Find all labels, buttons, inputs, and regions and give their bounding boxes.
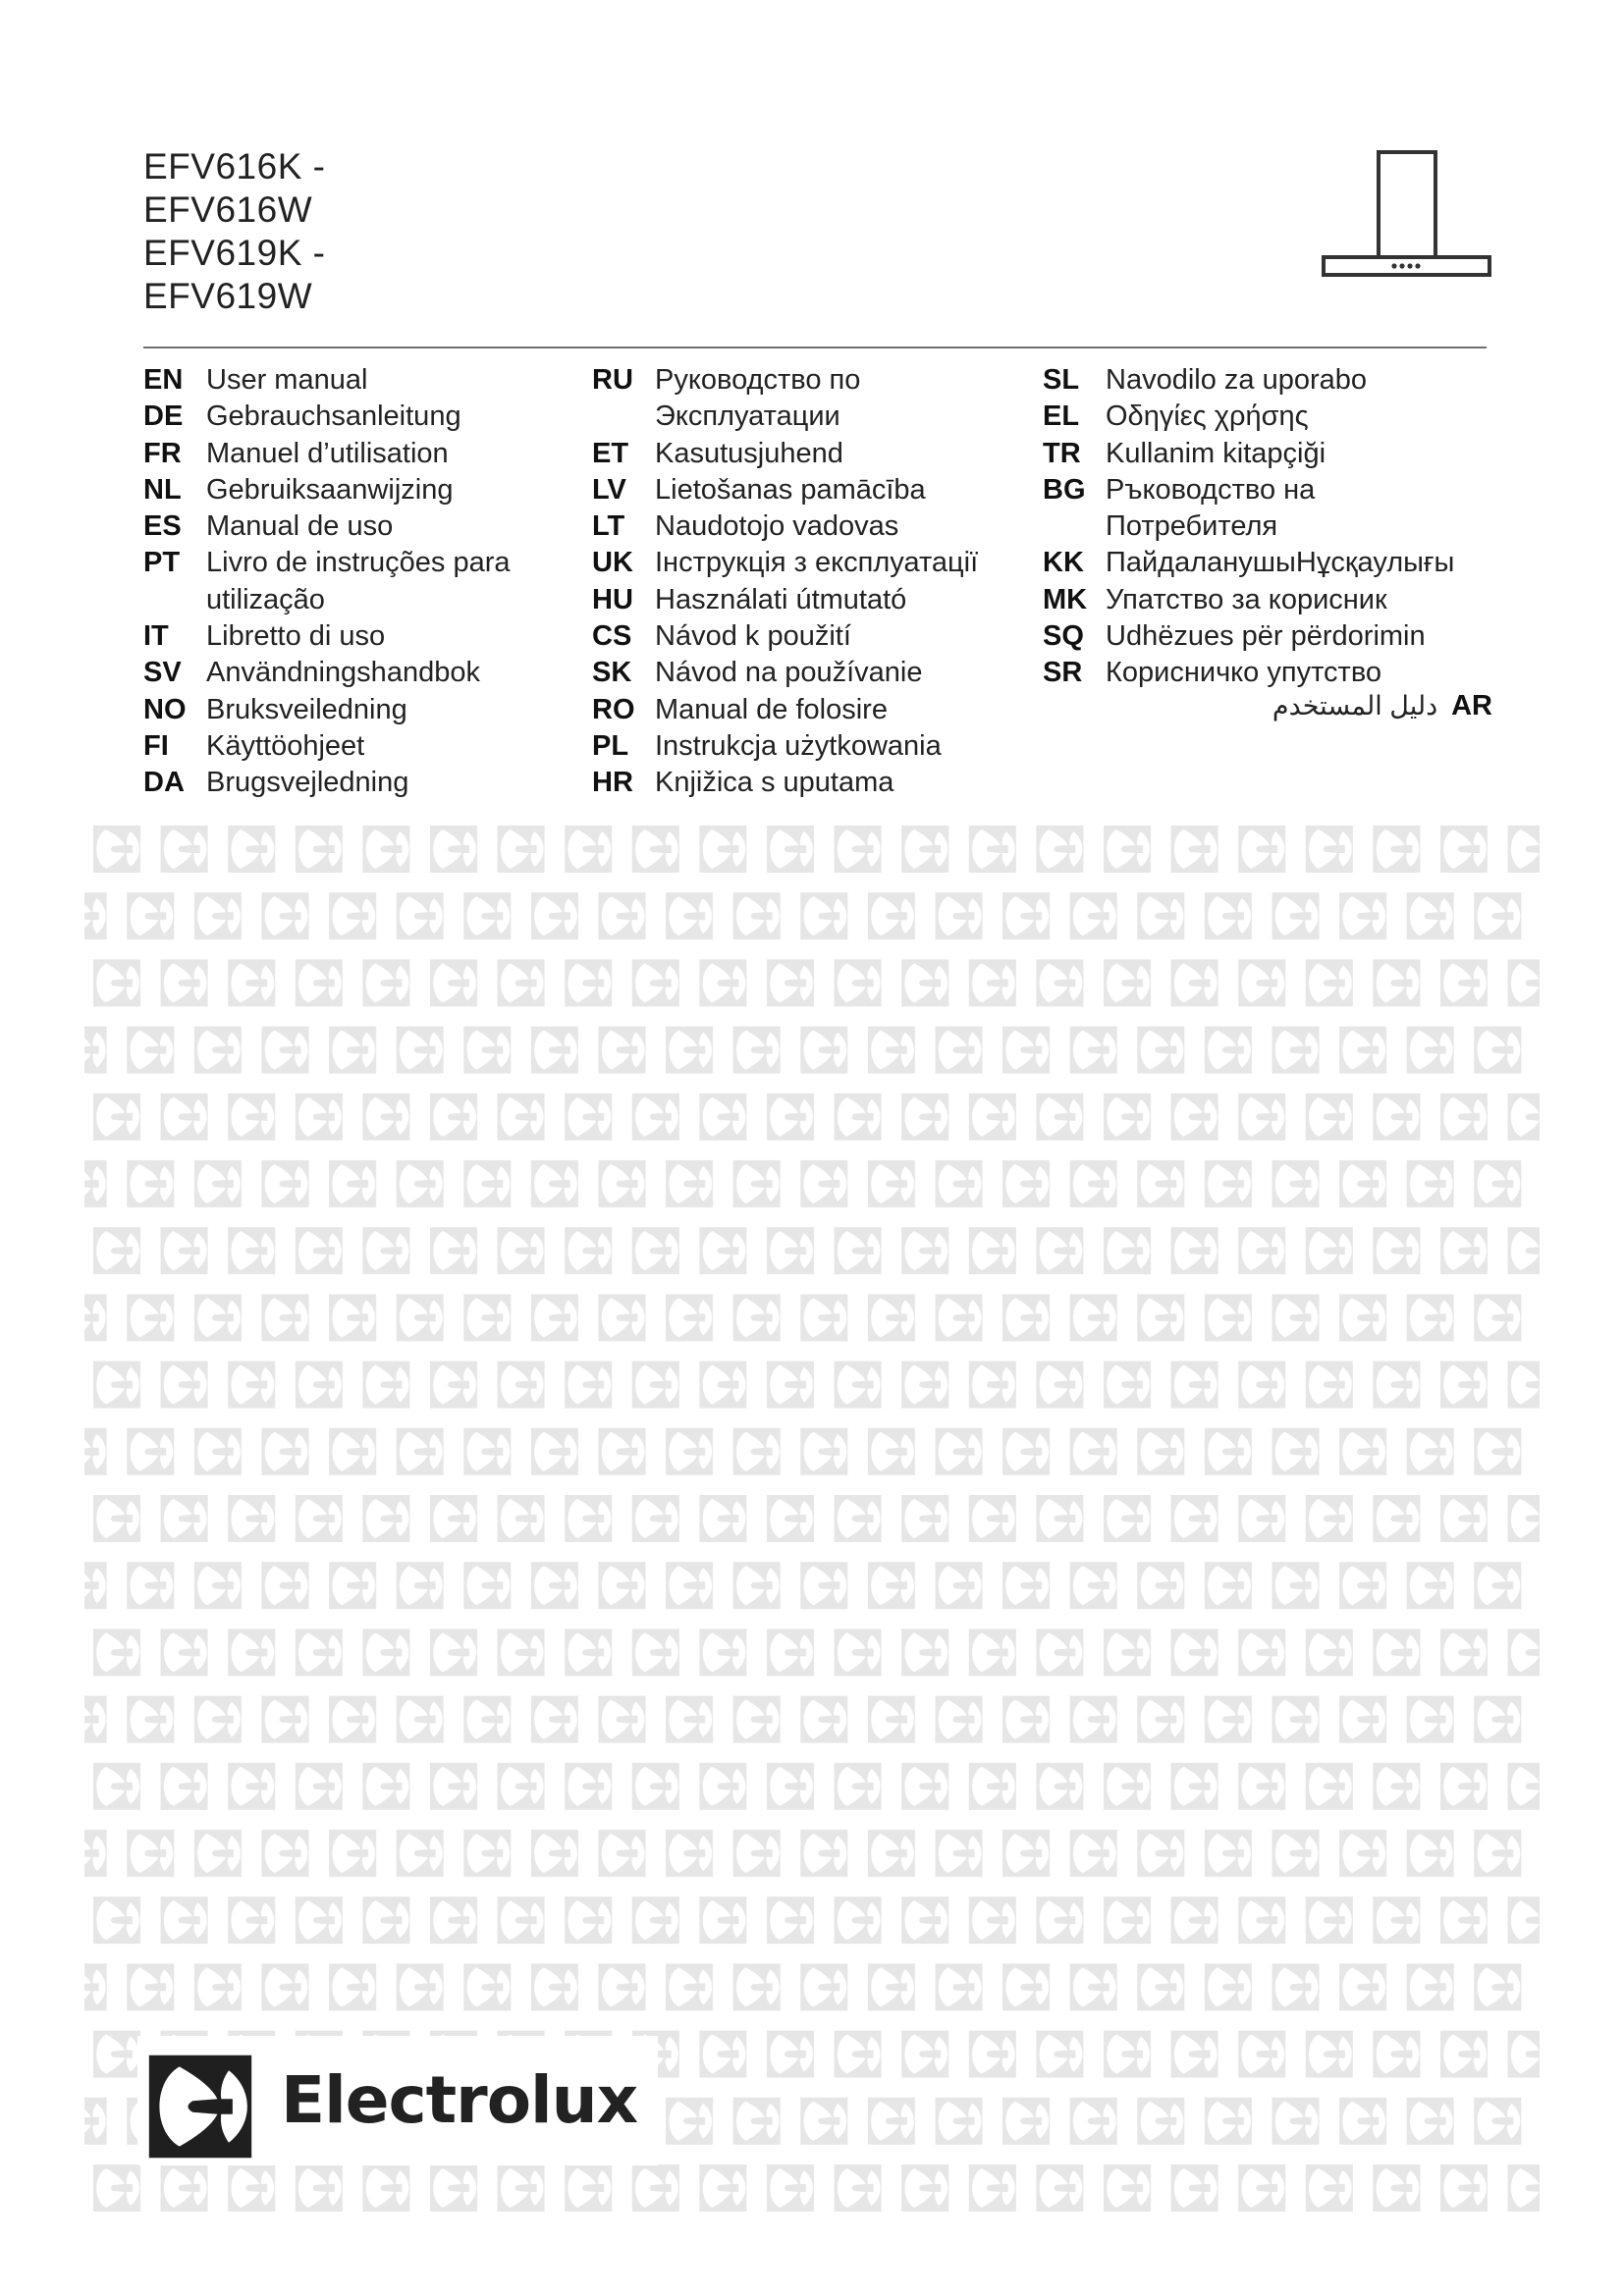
manual-title: Användningshandbok	[206, 657, 480, 689]
language-row	[592, 692, 978, 728]
manual-title: Käyttöohjeet	[206, 729, 365, 762]
manual-title: Használati útmutató	[655, 583, 907, 615]
language-row	[143, 508, 511, 545]
language-code: HU	[592, 583, 633, 615]
language-row-arabic	[1272, 688, 1492, 724]
manual-title: Manual de uso	[206, 510, 394, 543]
manual-title: Livro de instruções para	[206, 547, 511, 579]
language-row	[1043, 618, 1454, 655]
model-line: EFV619K -	[143, 233, 326, 273]
manual-title: Οδηγίες χρήσης	[1106, 400, 1309, 433]
language-row	[143, 436, 511, 472]
manual-title: User manual	[206, 364, 368, 396]
language-row	[1043, 399, 1454, 435]
language-row	[1043, 436, 1454, 472]
manual-title: Kullanim kitapçiği	[1106, 437, 1326, 469]
language-code: MK	[1043, 583, 1088, 615]
manual-title: Эксплуатации	[655, 400, 840, 433]
language-column	[592, 362, 978, 802]
language-code: SK	[592, 657, 632, 689]
language-code: CS	[592, 620, 632, 653]
manual-title: Упатство за корисник	[1106, 583, 1387, 615]
language-code: EL	[1043, 400, 1080, 433]
cooker-hood-icon	[1321, 147, 1492, 281]
model-line: EFV616K -	[143, 146, 326, 187]
language-row	[143, 765, 511, 801]
language-row	[143, 545, 511, 581]
language-code: PL	[592, 729, 629, 762]
brand-name: Electrolux	[281, 2062, 638, 2138]
model-line: EFV616W	[143, 189, 313, 230]
language-row	[592, 728, 978, 765]
language-row	[143, 399, 511, 435]
manual-title: Руководство по	[655, 364, 861, 396]
electrolux-logo-icon	[143, 2050, 257, 2163]
language-code: RO	[592, 693, 635, 725]
manual-title: Instrukcja użytkowania	[655, 729, 942, 762]
language-row	[1043, 655, 1454, 691]
manual-title: Navodilo za uporabo	[1106, 364, 1368, 396]
divider	[143, 347, 1487, 348]
language-row	[1043, 472, 1454, 508]
manual-title: Manual de folosire	[655, 693, 888, 725]
language-row	[592, 545, 978, 581]
language-row	[592, 362, 978, 399]
language-row	[592, 436, 978, 472]
manual-title: Kasutusjuhend	[655, 437, 843, 469]
manual-title: Návod k použití	[655, 620, 851, 653]
language-code: DE	[143, 400, 184, 433]
manual-title: Udhëzues për përdorimin	[1106, 620, 1426, 653]
manual-title: Gebruiksaanwijzing	[206, 473, 454, 506]
manual-title: دليل المستخدم	[1272, 691, 1438, 721]
language-code: ES	[143, 510, 182, 543]
manual-title: utilização	[206, 583, 325, 615]
language-row	[592, 765, 978, 801]
language-code: LV	[592, 473, 626, 506]
manual-title: Bruksveiledning	[206, 693, 407, 725]
manual-title: Knjižica s uputama	[655, 767, 894, 799]
language-row	[143, 618, 511, 655]
language-code: IT	[143, 620, 169, 653]
language-row	[143, 728, 511, 765]
language-code: UK	[592, 547, 633, 579]
language-code: SL	[1043, 364, 1080, 396]
language-code: SV	[143, 657, 182, 689]
manual-title: Manuel d’utilisation	[206, 437, 449, 469]
language-code: ET	[592, 437, 629, 469]
manual-title: Gebrauchsanleitung	[206, 400, 461, 433]
language-code: SR	[1043, 657, 1083, 689]
language-code: AR	[1451, 690, 1492, 721]
language-code: KK	[1043, 547, 1084, 579]
language-column	[143, 362, 511, 802]
language-code: FR	[143, 437, 182, 469]
manual-title: Lietošanas pamācība	[655, 473, 926, 506]
language-row	[592, 582, 978, 618]
language-code: NO	[143, 693, 187, 725]
manual-title: Корисничко упутство	[1106, 657, 1382, 689]
language-row	[143, 692, 511, 728]
manual-title: Інструкція з експлуатації	[655, 547, 979, 579]
language-column	[1043, 362, 1454, 692]
language-row	[1043, 545, 1454, 581]
manual-title: Naudotojo vadovas	[655, 510, 899, 543]
language-row	[592, 399, 978, 435]
manual-title: ПайдаланушыНұсқаулығы	[1106, 547, 1455, 579]
language-code: LT	[592, 510, 625, 543]
language-row	[1043, 362, 1454, 399]
language-code: PT	[143, 547, 181, 579]
language-row	[592, 655, 978, 691]
brand-logo	[143, 2050, 644, 2148]
language-row	[143, 362, 511, 399]
language-code: EN	[143, 364, 184, 396]
language-code: TR	[1043, 437, 1081, 469]
manual-title: Návod na používanie	[655, 657, 923, 689]
language-code: RU	[592, 364, 633, 396]
language-code: SQ	[1043, 620, 1084, 653]
manual-title: Libretto di uso	[206, 620, 386, 653]
language-code: NL	[143, 473, 182, 506]
language-row	[1043, 582, 1454, 618]
language-code: HR	[592, 767, 633, 799]
language-row	[143, 472, 511, 508]
language-row	[592, 508, 978, 545]
model-line: EFV619W	[143, 276, 313, 316]
manual-title: Brugsvejledning	[206, 767, 409, 799]
language-row	[143, 655, 511, 691]
language-row	[592, 618, 978, 655]
language-code: DA	[143, 767, 185, 799]
logo-pattern	[84, 817, 1540, 2222]
manual-title: Потребителя	[1106, 510, 1278, 543]
manual-title: Ръководство на	[1106, 473, 1316, 506]
language-row	[592, 472, 978, 508]
language-row	[143, 582, 511, 618]
language-code: FI	[143, 729, 169, 762]
language-row	[1043, 508, 1454, 545]
language-code: BG	[1043, 473, 1086, 506]
model-numbers	[143, 145, 325, 318]
